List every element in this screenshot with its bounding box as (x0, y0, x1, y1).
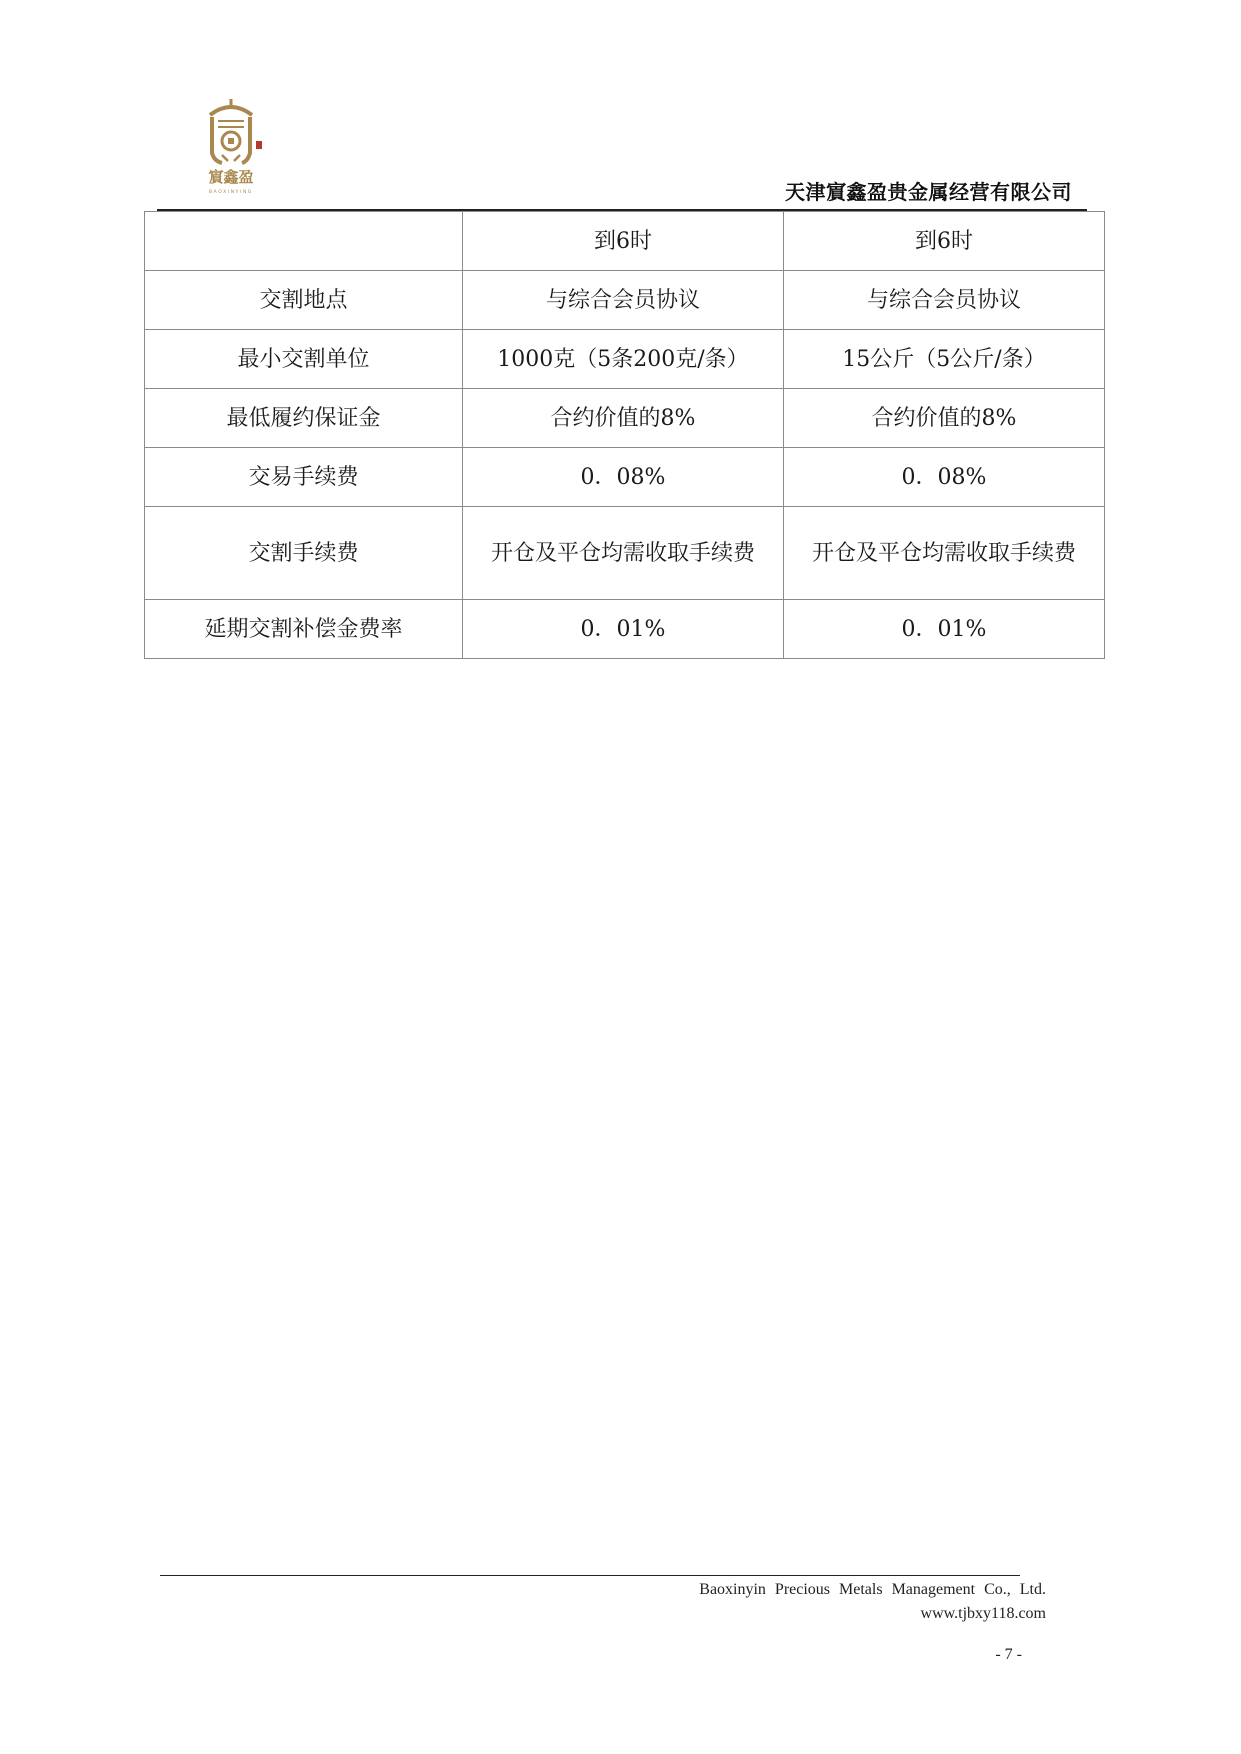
company-logo (188, 95, 274, 195)
table-row (145, 448, 1105, 507)
table-cell: 15公斤（5公斤/条） (784, 330, 1105, 389)
table-cell: 与综合会员协议 (784, 271, 1105, 330)
row-label (145, 212, 463, 271)
table-row (145, 389, 1105, 448)
table-row (145, 600, 1105, 659)
table-cell: 0．08% (463, 448, 784, 507)
table-cell: 0．01% (463, 600, 784, 659)
table-cell: 开仓及平仓均需收取手续费 (784, 507, 1105, 600)
table-cell: 与综合会员协议 (463, 271, 784, 330)
row-label: 交割地点 (145, 271, 463, 330)
table-cell: 1000克（5条200克/条） (463, 330, 784, 389)
table-cell: 到6时 (784, 212, 1105, 271)
row-label: 交割手续费 (145, 507, 463, 600)
page-number: - 7 - (995, 1646, 1022, 1663)
table-cell: 开仓及平仓均需收取手续费 (463, 507, 784, 600)
spec-table (144, 211, 1105, 659)
table-cell: 合约价值的8% (463, 389, 784, 448)
table-row (145, 507, 1105, 600)
row-label: 交易手续费 (145, 448, 463, 507)
table-cell: 到6时 (463, 212, 784, 271)
table-cell: 合约价值的8% (784, 389, 1105, 448)
table-cell: 0．01% (784, 600, 1105, 659)
table-cell: 0．08% (784, 448, 1105, 507)
footer-website-link[interactable]: www.tjbxy118.com (920, 1605, 1046, 1622)
footer-info (699, 1578, 1046, 1626)
logo-emblem-icon (188, 95, 274, 195)
company-name: 天津賔鑫盈贵金属经营有限公司 (785, 180, 1072, 204)
table-row (145, 330, 1105, 389)
row-label: 延期交割补偿金费率 (145, 600, 463, 659)
table-row (145, 212, 1105, 271)
footer-rule (160, 1575, 1020, 1576)
row-label: 最小交割单位 (145, 330, 463, 389)
logo-text: 賔鑫盈 (208, 168, 254, 186)
footer-company-en: Baoxinyin Precious Metals Management Co., Ltd. (699, 1581, 1046, 1598)
logo-subtext: BAOXINYING (208, 190, 254, 195)
table-row (145, 271, 1105, 330)
row-label: 最低履约保证金 (145, 389, 463, 448)
